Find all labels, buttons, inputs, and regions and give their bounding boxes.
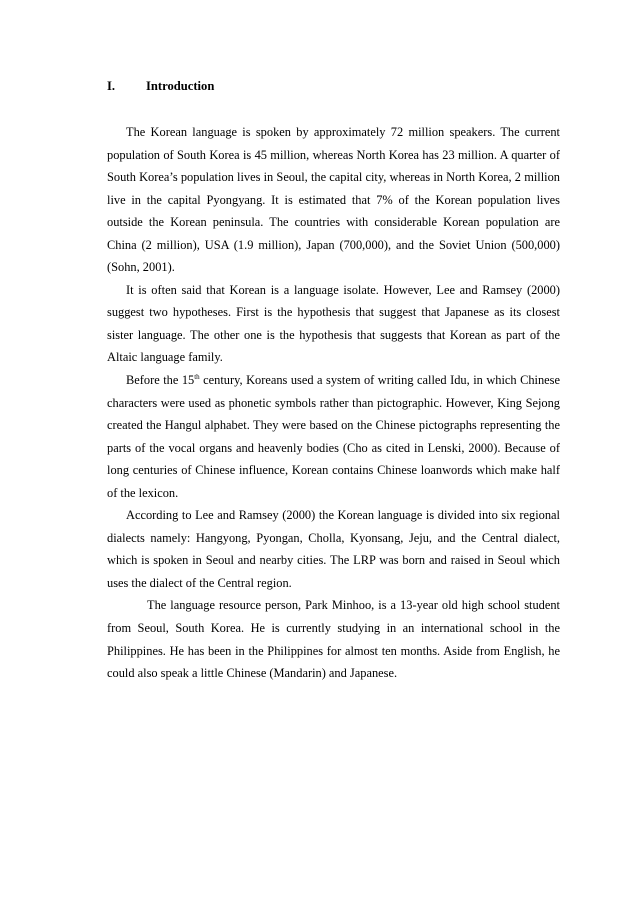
section-title: Introduction (146, 79, 215, 93)
paragraph-3-rest: century, Koreans used a system of writing called Idu, in which Chinese characters were used as phonetic symbols rather than pictographic. However, King Sejong created the Hangul alphabet. They were based on the Chinese pictographs representing the parts of the vocal organs and heavenly bodies (Cho as cited in Lenski, 2000). Because of long centuries of Chinese influence, Korean contains Chinese loanwords which make half of the lexicon. (107, 373, 560, 500)
paragraph-3 (107, 369, 560, 504)
paragraph-4: According to Lee and Ramsey (2000) the Korean language is divided into six regional dialects namely: Hangyong, Pyongan, Cholla, Kyonsang, Jeju, and the Central dialect, which is spoken in Seoul and nearby cities. The LRP was born and raised in Seoul which uses the dialect of the Central region. (107, 508, 560, 590)
paragraph-5: The language resource person, Park Minhoo, is a 13-year old high school student from Seoul, South Korea. He is currently studying in an international school in the Philippines. He has been in the Philippines for almost ten months. Aside from English, he could also speak a little Chinese (Mandarin) and Japanese. (107, 598, 560, 681)
paragraph-2: It is often said that Korean is a language isolate. However, Lee and Ramsey (2000) suggest two hypotheses. First is the hypothesis that suggest that Japanese as its closest sister language. The other one is the hypothesis that suggests that Korean as part of the Altaic language family. (107, 282, 560, 365)
paragraph-1: The Korean language is spoken by approximately 72 million speakers. The current population of South Korea is 45 million, whereas North Korea has 23 million. A quarter of South Korea’s population lives in Seoul, the capital city, whereas in North Korea, 2 million live in the capital Pyongyang. It is estimated that 7% of the Korean population lives outside the Korean peninsula. The countries with considerable Korean population are China (2 million), USA (1.9 million), Japan (700,000), and the Soviet Union (500,000) (Sohn, 2001). (107, 125, 560, 275)
superscript-th: th (194, 373, 200, 382)
body-text (107, 121, 560, 685)
section-heading (107, 78, 214, 94)
section-number: I. (107, 79, 116, 93)
paragraph-3-start: Before the 15 (126, 373, 195, 388)
